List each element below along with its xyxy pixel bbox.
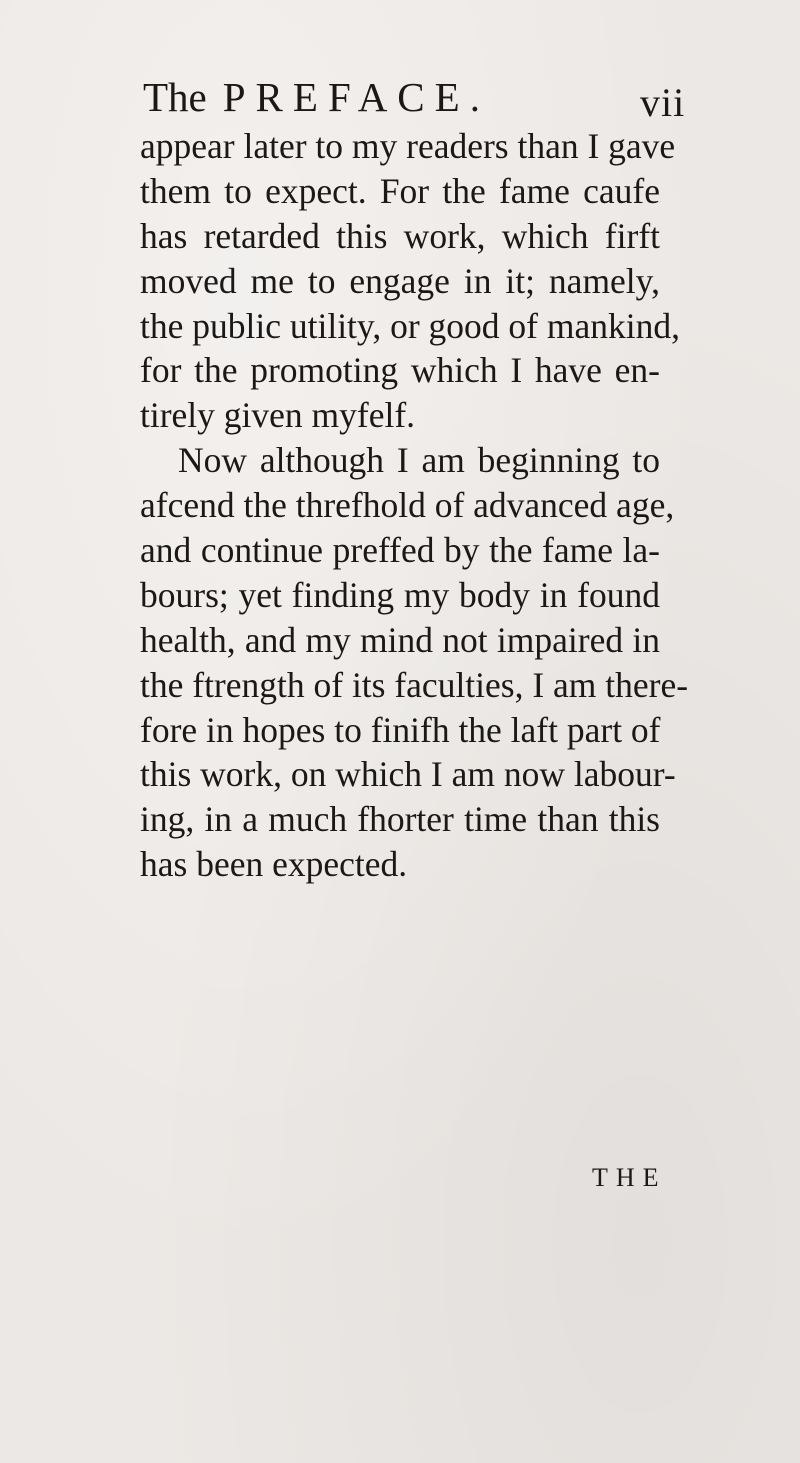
text-line: tirely given myfelf. [140,395,416,436]
text-line: has been expected. [140,844,408,885]
text-line: this work, on which I am now labour- [140,754,676,795]
text-line: health, and my mind not impaired in [140,619,660,660]
text-line: moved me to engage in it; namely, [140,260,660,301]
text-line: the public utility, or good of mankind, [140,305,680,346]
text-line: has retarded this work, which firft [140,215,660,256]
body-text [140,124,689,887]
text-line: fore in hopes to finifh the laft part of [140,709,661,750]
running-title-preface: PREFACE. [222,74,490,120]
page-header [0,72,800,125]
text-line: appear later to my readers than I gave [140,126,676,166]
text-line: bours; yet finding my body in found [140,574,660,615]
text-line: for the promoting which I have en- [140,350,660,391]
text-line: afcend the threfhold of advanced age, [140,485,675,526]
running-title [143,72,490,122]
running-title-the: The [143,74,207,120]
page-number: vii [640,80,686,125]
catchword: THE [592,1163,667,1192]
text-line: the ftrength of its faculties, I am there- [140,664,689,705]
text-line: them to expect. For the fame caufe [140,170,660,211]
paragraph-start-line: Now although I am beginning to [178,440,660,481]
text-line: ing, in a much fhorter time than this [140,799,660,840]
text-line: and continue preffed by the fame la- [140,530,660,571]
